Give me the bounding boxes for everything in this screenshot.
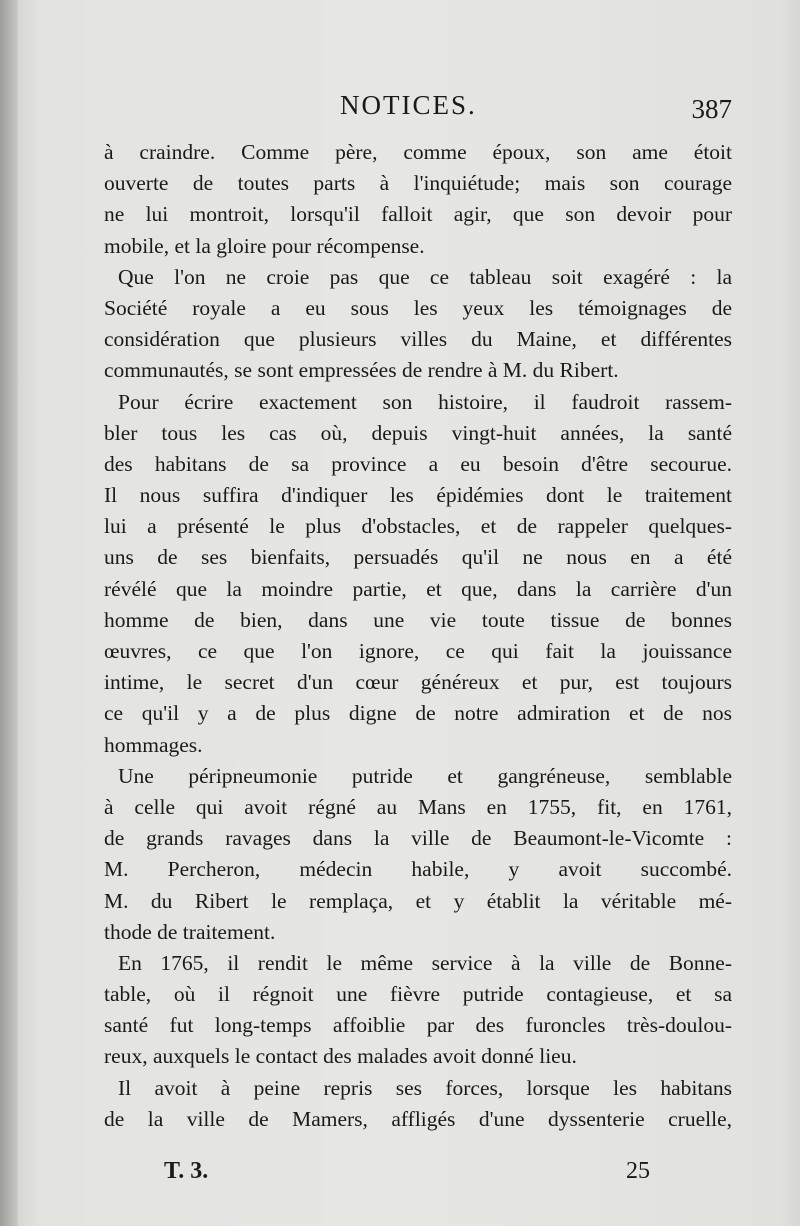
- text-line: révélé que la moindre partie, et que, dans la carrière d'un: [104, 576, 732, 601]
- text-line: M. Percheron, médecin habile, y avoit succombé.: [104, 857, 732, 882]
- text-line: thode de traitement.: [104, 919, 276, 944]
- text-line: Une péripneumonie putride et gangréneuse, semblable: [118, 763, 732, 788]
- text-line: des habitans de sa province a eu besoin d'être secourue.: [104, 451, 732, 476]
- text-line: Société royale a eu sous les yeux les témoignages de: [104, 295, 732, 320]
- paragraph: [104, 1073, 732, 1135]
- text-line: santé fut long-temps affoiblie par des furoncles très-doulou-: [104, 1013, 732, 1038]
- text-line: à craindre. Comme père, comme époux, son ame étoit: [104, 140, 732, 164]
- body-text: [104, 137, 732, 1135]
- text-line: hommages.: [104, 732, 203, 757]
- text-line: reux, auxquels le contact des malades avoit donné lieu.: [104, 1044, 577, 1069]
- paragraph: [104, 948, 732, 1073]
- text-line: uns de ses bienfaits, persuadés qu'il ne nous en a été: [104, 545, 732, 570]
- paragraph: [104, 262, 732, 387]
- text-line: œuvres, ce que l'on ignore, ce qui fait la jouissance: [104, 639, 732, 663]
- page-footer: [104, 1158, 732, 1194]
- text-line: lui a présenté le plus d'obstacles, et de rappeler quelques-: [104, 514, 732, 539]
- text-line: En 1765, il rendit le même service à la ville de Bonne-: [118, 950, 732, 975]
- text-line: de la ville de Mamers, affligés d'une dyssenterie cruelle,: [104, 1106, 732, 1131]
- running-title: NOTICES.: [340, 90, 477, 120]
- book-spine-shadow: [0, 0, 18, 1226]
- text-line: de grands ravages dans la ville de Beaumont-le-Vicomte :: [104, 826, 732, 851]
- text-line: communautés, se sont empressées de rendre à M. du Ribert.: [104, 358, 619, 383]
- gathering-number: 25: [626, 1158, 650, 1184]
- page-number: 387: [691, 94, 732, 124]
- text-line: à celle qui avoit régné au Mans en 1755, fit, en 1761,: [104, 794, 732, 819]
- text-line: Il nous suffira d'indiquer les épidémies dont le traitement: [104, 483, 732, 508]
- paragraph: [104, 387, 732, 761]
- text-line: ouverte de toutes parts à l'inquiétude; mais son courage: [104, 171, 732, 196]
- text-line: ce qu'il y a de plus digne de notre admiration et de nos: [104, 701, 732, 726]
- volume-signature: T. 3.: [164, 1158, 209, 1184]
- text-line: Que l'on ne croie pas que ce tableau soit exagéré : la: [118, 264, 732, 289]
- text-line: considération que plusieurs villes du Maine, et différentes: [104, 327, 732, 352]
- text-line: homme de bien, dans une vie toute tissue de bonnes: [104, 607, 732, 632]
- paragraph: [104, 137, 732, 262]
- paragraph: [104, 761, 732, 948]
- text-line: bler tous les cas où, depuis vingt-huit années, la santé: [104, 420, 732, 445]
- text-line: M. du Ribert le remplaça, et y établit la véritable mé-: [104, 888, 732, 913]
- text-line: mobile, et la gloire pour récompense.: [104, 233, 425, 258]
- text-line: ne lui montroit, lorsqu'il falloit agir, que son devoir pour: [104, 202, 732, 227]
- text-line: table, où il régnoit une fièvre putride contagieuse, et sa: [104, 982, 732, 1007]
- text-line: Il avoit à peine repris ses forces, lorsque les habitans: [118, 1075, 732, 1100]
- text-line: intime, le secret d'un cœur généreux et pur, est toujours: [104, 670, 732, 695]
- text-line: Pour écrire exactement son histoire, il faudroit rassem-: [118, 389, 732, 414]
- running-head: [104, 88, 730, 128]
